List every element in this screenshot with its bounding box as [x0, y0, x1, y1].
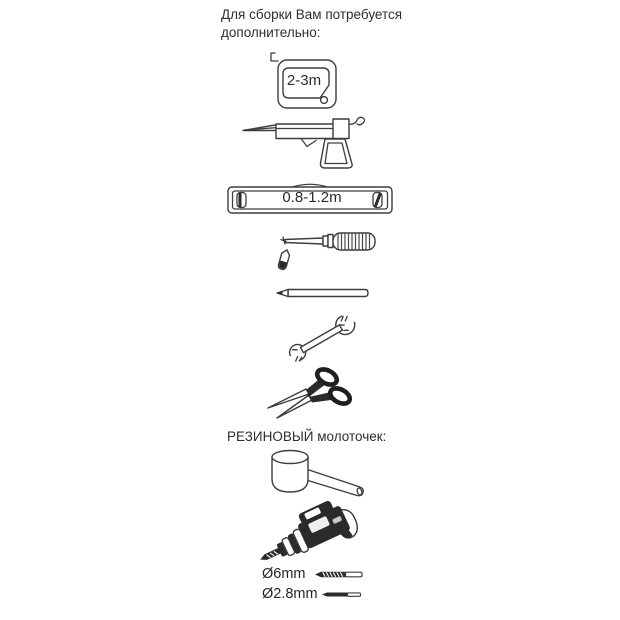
drill-bit-6mm [314, 569, 364, 580]
drill-bit-icon [314, 569, 364, 580]
drill-bit-2-8mm [321, 590, 363, 599]
scissors-icon [263, 364, 365, 422]
title-line-2: дополнительно: [221, 25, 321, 40]
electric-drill-icon [256, 498, 373, 566]
caulking-gun-icon [235, 112, 390, 174]
drill-bit-icon [321, 590, 363, 599]
bit-2-8mm-label: Ø2.8mm [262, 586, 318, 602]
pencil [274, 286, 370, 300]
rubber-mallet [256, 446, 372, 504]
scissors [263, 364, 365, 422]
tape-length-label: 2-3m [286, 72, 322, 89]
page-title [221, 6, 431, 42]
rubber-mallet-icon [256, 446, 372, 504]
title-line-1: Для сборки Вам потребуется [221, 7, 403, 22]
screwdriver [272, 228, 377, 278]
wrench [283, 312, 363, 364]
electric-drill [256, 498, 373, 566]
pencil-icon [274, 286, 370, 300]
level-length-label: 0.8-1.2m [282, 189, 342, 206]
screwdriver-icon [272, 228, 377, 278]
wrench-icon [283, 312, 363, 364]
mallet-section-heading: РЕЗИНОВЫЙ молоточек: [227, 429, 387, 444]
caulking-gun [235, 112, 390, 174]
bit-6mm-label: Ø6mm [262, 566, 306, 582]
